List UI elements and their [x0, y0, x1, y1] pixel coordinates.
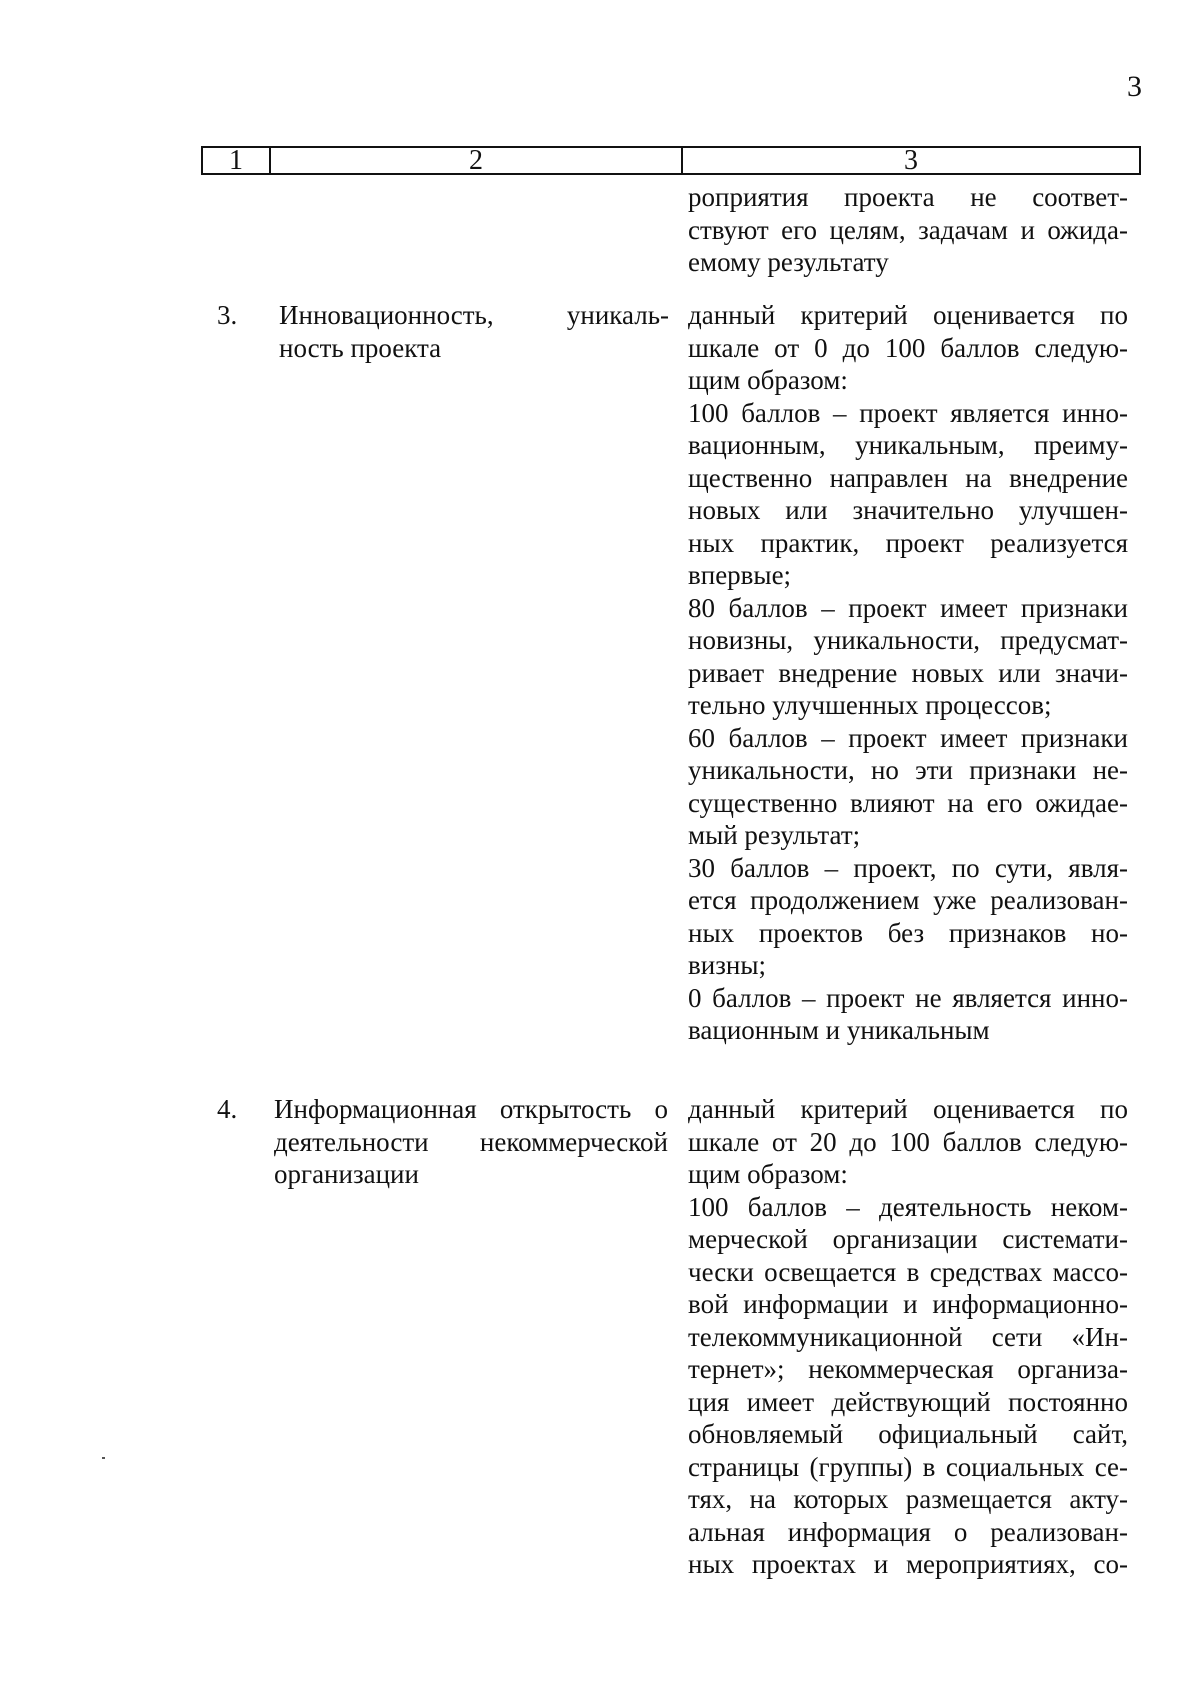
- table-header-row: [201, 146, 1141, 175]
- description-line: вационным и уникальным: [688, 1015, 990, 1045]
- description-line: визны;: [688, 950, 766, 980]
- description-line: щим образом:: [688, 1159, 848, 1189]
- description-paragraph: [688, 1191, 1128, 1581]
- description-line: вой информации и информационно-: [688, 1289, 1128, 1319]
- criterion-line: организации: [274, 1159, 419, 1189]
- carryover-line: роприятия проекта не соответ-: [688, 182, 1128, 212]
- criterion-line: Инновационность, уникаль-: [279, 300, 669, 330]
- description-line: щественно направлен на внедрение: [688, 462, 1128, 493]
- description-line: ных проектах и мероприятиях, со-: [688, 1549, 1128, 1579]
- description-line: 100 баллов – проект является инно-: [688, 397, 1128, 428]
- description-paragraph: [688, 397, 1128, 592]
- row-4-criterion: [274, 1093, 668, 1191]
- carryover-description: [688, 181, 1128, 279]
- description-paragraph: [688, 299, 1128, 397]
- description-line: вационным, уникальным, преиму-: [688, 430, 1128, 460]
- description-line: новых или значительно улучшен-: [688, 495, 1128, 525]
- description-line: тельно улучшенных процессов;: [688, 690, 1052, 720]
- description-paragraph: [688, 592, 1128, 722]
- description-line: ется продолжением уже реализован-: [688, 885, 1128, 915]
- criterion-line: Информационная открытость о: [274, 1094, 668, 1124]
- description-line: новизны, уникальности, предусмат-: [688, 625, 1128, 655]
- page-number: 3: [1127, 70, 1142, 103]
- description-paragraph: [688, 1093, 1128, 1191]
- description-line: 0 баллов – проект не является инно-: [688, 982, 1128, 1013]
- description-paragraph: [688, 722, 1128, 852]
- description-line: данный критерий оценивается по: [688, 300, 1128, 330]
- description-line: ция имеет действующий постоянно: [688, 1386, 1128, 1417]
- scan-speck: [102, 1457, 105, 1459]
- description-paragraph: [688, 982, 1128, 1047]
- description-line: 60 баллов – проект имеет признаки: [688, 722, 1128, 753]
- description-line: чески освещается в средствах массо-: [688, 1256, 1128, 1287]
- criterion-line: ность проекта: [279, 332, 442, 363]
- row-number-3: 3.: [217, 300, 238, 330]
- description-line: шкале от 20 до 100 баллов следую-: [688, 1126, 1128, 1157]
- description-line: существенно влияют на его ожидае-: [688, 787, 1128, 818]
- description-paragraph: [688, 852, 1128, 982]
- carryover-line: ствуют его целям, задачам и ожида-: [688, 214, 1128, 245]
- header-col-1: 1: [203, 148, 271, 173]
- description-line: телекоммуникационной сети «Ин-: [688, 1321, 1128, 1352]
- description-line: страницы (группы) в социальных се-: [688, 1451, 1128, 1482]
- description-line: впервые;: [688, 560, 792, 590]
- header-col-3: 3: [904, 145, 918, 176]
- description-line: уникальности, но эти признаки не-: [688, 755, 1128, 785]
- description-line: ных практик, проект реализуется: [688, 527, 1128, 558]
- carryover-line: емому результату: [688, 247, 889, 277]
- header-col-2: 2: [271, 148, 683, 173]
- description-line: 30 баллов – проект, по сути, явля-: [688, 852, 1128, 883]
- description-line: данный критерий оценивается по: [688, 1094, 1128, 1124]
- row-number-4: 4.: [217, 1094, 238, 1124]
- description-line: 100 баллов – деятельность неком-: [688, 1191, 1128, 1222]
- row-3-description: [688, 299, 1128, 1047]
- description-line: обновляемый официальный сайт,: [688, 1419, 1128, 1449]
- criterion-line: деятельности некоммерческой: [274, 1126, 668, 1157]
- row-3-criterion: [279, 299, 669, 364]
- description-line: 80 баллов – проект имеет признаки: [688, 592, 1128, 623]
- description-line: ных проектов без признаков но-: [688, 917, 1128, 948]
- description-line: тях, на которых размещается акту-: [688, 1484, 1128, 1514]
- description-line: шкале от 0 до 100 баллов следую-: [688, 332, 1128, 363]
- description-line: альная информация о реализован-: [688, 1516, 1128, 1547]
- description-line: тернет»; некоммерческая организа-: [688, 1354, 1128, 1384]
- description-line: мерческой организации системати-: [688, 1224, 1128, 1254]
- description-line: мый результат;: [688, 820, 861, 850]
- row-4-description: [688, 1093, 1128, 1581]
- description-line: щим образом:: [688, 365, 848, 395]
- description-line: ривает внедрение новых или значи-: [688, 657, 1128, 688]
